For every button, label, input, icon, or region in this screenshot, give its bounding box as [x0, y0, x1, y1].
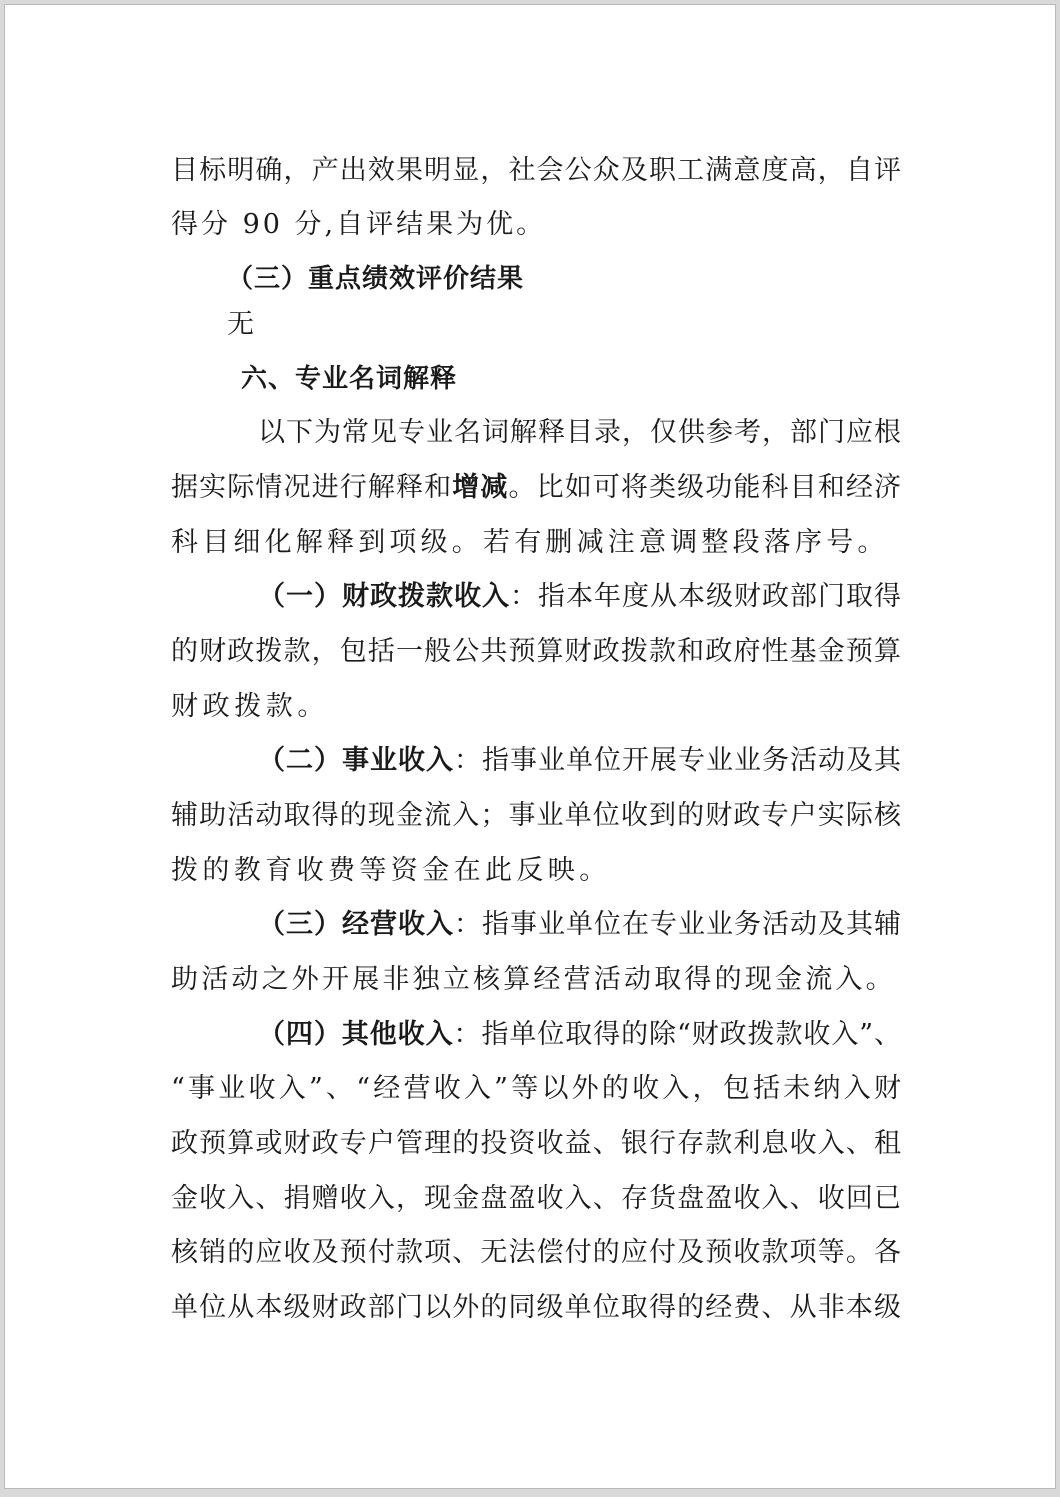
paragraph-line: 目标明确，产出效果明显，社会公众及职工满意度高，自评: [171, 155, 901, 186]
document-page: [4, 4, 1056, 1489]
term-definition: ：指事业单位开展专业业务活动及其: [454, 745, 901, 776]
term-line: [258, 743, 901, 779]
paragraph-line: 无: [227, 309, 254, 340]
paragraph-line: 核销的应收及预付款项、无法偿付的应付及预收款项等。各: [171, 1237, 901, 1268]
term-label: （一）财政拨款收入: [258, 581, 510, 612]
paragraph-line: 的财政拨款，包括一般公共预算财政拨款和政府性基金预算: [171, 636, 901, 667]
paragraph-line: 辅助活动取得的现金流入；事业单位收到的财政专户实际核: [171, 800, 901, 831]
text-run: 。比如可将类级功能科目和经济: [508, 472, 902, 503]
paragraph-line: 政预算或财政专户管理的投资收益、银行存款利息收入、租: [171, 1128, 901, 1159]
term-line: [258, 579, 901, 615]
term-label: （二）事业收入: [258, 745, 454, 776]
term-definition: ：指本年度从本级财政部门取得: [510, 581, 901, 612]
term-definition: ：指单位取得的除“财政拨款收入”、: [453, 1019, 902, 1050]
term-line: [258, 1017, 901, 1053]
paragraph-line: 以下为常见专业名词解释目录，仅供参考，部门应根: [258, 417, 901, 448]
term-line: [258, 907, 901, 943]
paragraph-line: [171, 470, 901, 506]
paragraph-line: 助活动之外开展非独立核算经营活动取得的现金流入。: [171, 964, 896, 995]
paragraph-line: 单位从本级财政部门以外的同级单位取得的经费、从非本级: [171, 1292, 901, 1323]
paragraph-line: 得分 90 分,自评结果为优。: [171, 209, 547, 240]
paragraph-line: 金收入、捐赠收入，现金盘盈收入、存货盘盈收入、收回已: [171, 1183, 901, 1214]
paragraph-line: “事业收入”、“经营收入”等以外的收入，包括未纳入财: [171, 1073, 901, 1104]
term-definition: ：指事业单位在专业业务活动及其辅: [454, 909, 901, 940]
paragraph-line: 拨的教育收费等资金在此反映。: [171, 855, 611, 886]
term-label: （四）其他收入: [258, 1019, 454, 1050]
emphasis-text: 增减: [452, 472, 509, 503]
paragraph-line: 财政拨款。: [171, 691, 329, 722]
paragraph-line: 科目细化解释到项级。若有删减注意调整段落序号。: [171, 527, 889, 558]
term-label: （三）经营收入: [258, 909, 454, 940]
text-run: 据实际情况进行解释和: [171, 472, 453, 503]
chapter-heading: 六、专业名词解释: [241, 364, 458, 394]
section-heading: （三）重点绩效评价结果: [227, 264, 525, 294]
